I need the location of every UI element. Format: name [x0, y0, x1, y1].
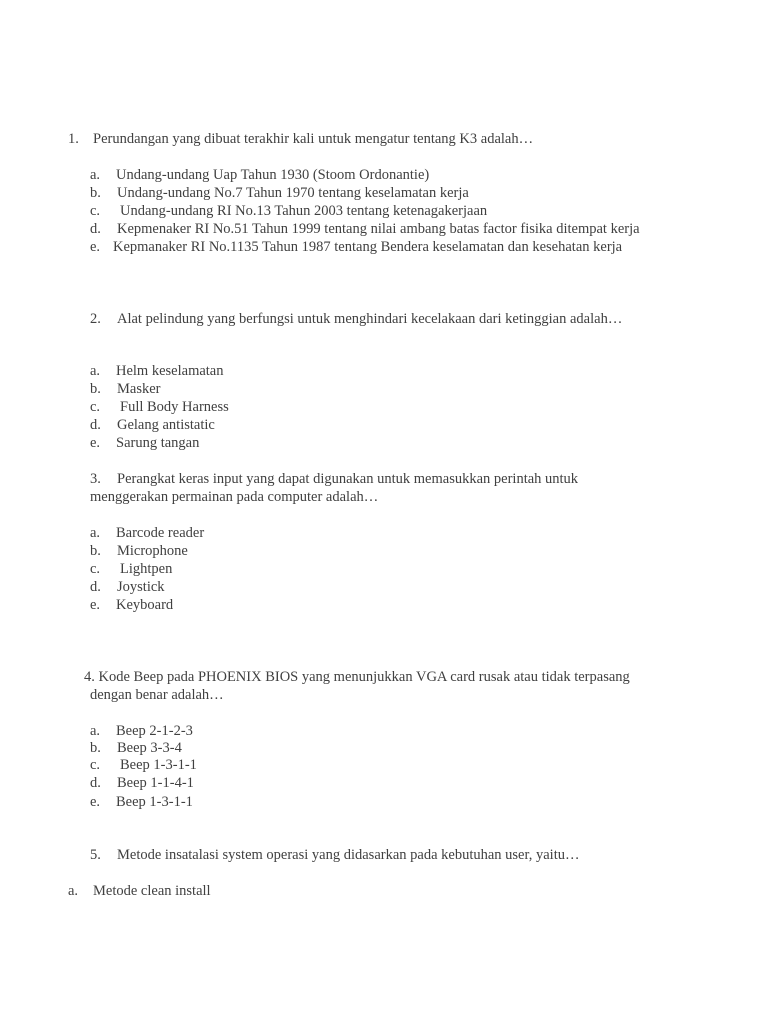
option-text: Beep 3-3-4	[117, 740, 182, 756]
option-label: d.	[90, 775, 101, 791]
question-3-continued: menggerakan permainan pada computer adalah…	[90, 489, 379, 505]
question-text: Metode insatalasi system operasi yang didasarkan pada kebutuhan user, yaitu…	[117, 847, 580, 863]
option-label: d.	[90, 579, 101, 595]
option-text: Undang-undang No.7 Tahun 1970 tentang keselamatan kerja	[117, 185, 469, 201]
option-text: Sarung tangan	[116, 435, 200, 451]
option-label: a.	[90, 723, 101, 739]
question-number: 5.	[90, 847, 101, 863]
option-text: Undang-undang Uap Tahun 1930 (Stoom Ordonantie)	[116, 167, 430, 183]
option-text: Beep 1-3-1-1	[120, 757, 197, 773]
option-text: Lightpen	[120, 561, 173, 577]
option-label: c.	[90, 203, 101, 219]
question-number: 2.	[90, 311, 101, 327]
option-text: Beep 2-1-2-3	[116, 723, 193, 739]
option-text: Undang-undang RI No.13 Tahun 2003 tentang ketenagakerjaan	[120, 203, 488, 219]
option-label: a.	[90, 363, 101, 379]
option-label: e.	[90, 597, 101, 613]
option-label: b.	[90, 543, 101, 559]
option-text: Keyboard	[116, 597, 174, 613]
option-label: b.	[90, 185, 101, 201]
option-text: Beep 1-1-4-1	[117, 775, 194, 791]
option-text: Helm keselamatan	[116, 363, 224, 379]
question-number: 3.	[90, 471, 101, 487]
option-text: Kepmanaker RI No.1135 Tahun 1987 tentang Bendera keselamatan dan kesehatan kerja	[113, 239, 623, 255]
option-text: Gelang antistatic	[117, 417, 215, 433]
question-4: 4. Kode Beep pada PHOENIX BIOS yang menunjukkan VGA card rusak atau tidak terpasang	[84, 669, 630, 685]
option-label: e.	[90, 435, 101, 451]
option-text: Metode clean install	[93, 883, 211, 899]
option-label: b.	[90, 740, 101, 756]
question-number: 1.	[68, 131, 79, 147]
option-label: c.	[90, 757, 101, 773]
option-text: Joystick	[117, 579, 165, 595]
option-text: Full Body Harness	[120, 399, 229, 415]
option-label: a.	[90, 525, 101, 541]
question-4-continued: dengan benar adalah…	[90, 687, 224, 703]
option-text: Masker	[117, 381, 161, 397]
option-label: a.	[90, 167, 101, 183]
option-label: c.	[90, 561, 101, 577]
option-text: Microphone	[117, 543, 188, 559]
option-label: b.	[90, 381, 101, 397]
option-label: e.	[90, 794, 101, 810]
question-text: Perangkat keras input yang dapat digunakan untuk memasukkan perintah untuk	[117, 471, 579, 487]
option-text: Kepmenaker RI No.51 Tahun 1999 tentang nilai ambang batas factor fisika ditempat kerja	[117, 221, 640, 237]
option-label: a.	[68, 883, 79, 899]
option-label: d.	[90, 417, 101, 433]
option-label: e.	[90, 239, 101, 255]
option-text: Beep 1-3-1-1	[116, 794, 193, 810]
question-text: Perundangan yang dibuat terakhir kali untuk mengatur tentang K3 adalah…	[93, 131, 534, 147]
option-label: d.	[90, 221, 101, 237]
question-text: Alat pelindung yang berfungsi untuk menghindari kecelakaan dari ketinggian adalah…	[117, 311, 623, 327]
option-text: Barcode reader	[116, 525, 205, 541]
option-label: c.	[90, 399, 101, 415]
